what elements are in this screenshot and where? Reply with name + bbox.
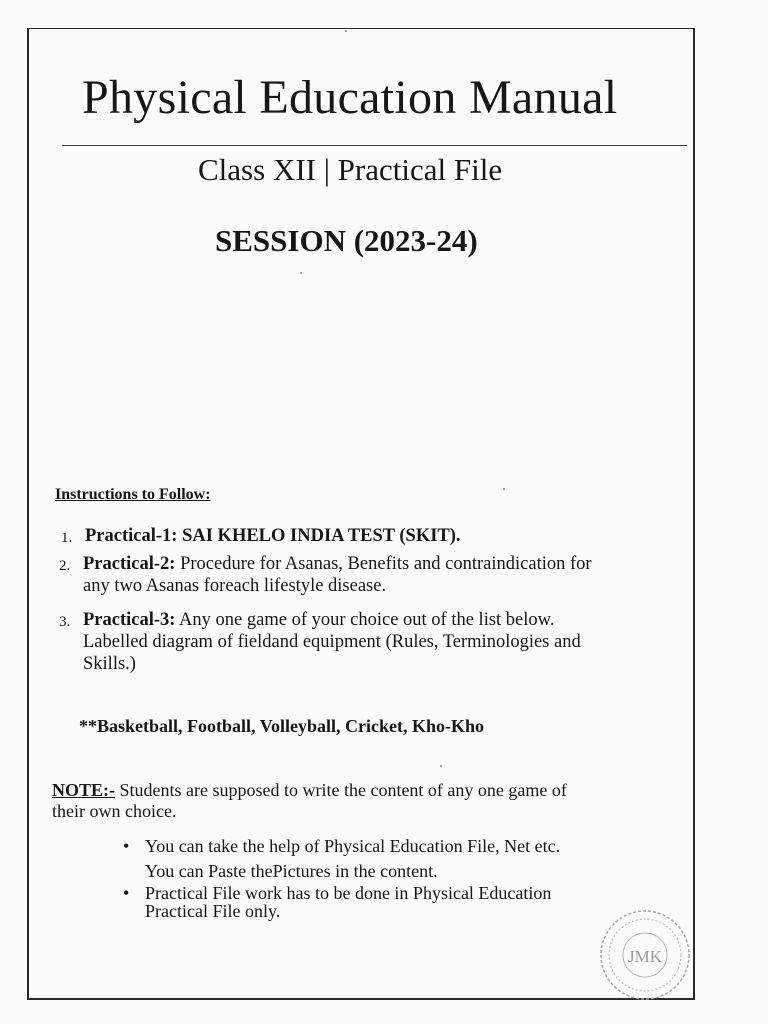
item-continuation: Labelled diagram of fieldand equipment (Rules, Terminologies and [83,632,581,652]
page-title: Physical Education Manual [82,71,618,124]
note-text-line2: their own choice. [52,801,177,821]
seal-text: JMK [627,947,663,966]
games-list: **Basketball, Football, Volleyball, Cricket, Kho-Kho [79,716,485,736]
item-text: SAI KHELO INDIA TEST (SKIT). [177,526,461,546]
session-heading: SESSION (2023-24) [215,223,478,258]
item-number: 1. [61,530,73,546]
item-label: Practical-3: [83,610,176,630]
instruction-item-1 [61,525,461,547]
scan-speck [300,272,302,274]
instruction-item-3 [59,609,581,675]
item-text: Procedure for Asanas, Benefits and contraindication for [175,554,592,574]
note-paragraph [52,780,567,822]
page-subtitle: Class XII | Practical File [198,152,503,187]
scan-speck [345,30,347,32]
bullet-text: Practical File work has to be done in Physical Education [145,883,552,903]
instruction-item-2 [59,553,592,597]
note-bullet-1: • You can take the help of Physical Education File, Net etc. [145,836,560,857]
item-label: Practical-2: [83,554,176,574]
note-bullet-2 [145,884,551,920]
item-number: 2. [59,558,71,574]
scan-speck [503,488,505,490]
note-followup: You can Paste thePictures in the content. [145,861,438,881]
item-number: 3. [59,614,71,630]
item-continuation: Skills.) [83,654,136,674]
circular-seal-icon [598,908,692,1002]
item-text: Any one game of your choice out of the list below. [175,610,555,630]
title-divider [62,145,687,146]
item-label: Practical-1: [85,526,178,546]
scan-speck [440,765,442,767]
instructions-heading: Instructions to Follow: [55,486,211,503]
note-label: NOTE:- [52,780,115,800]
bullet-continuation: Practical File only. [145,901,281,921]
item-continuation: any two Asanas foreach lifestyle disease. [83,576,387,596]
note-text-line1: Students are supposed to write the content of any one game of [115,780,567,800]
